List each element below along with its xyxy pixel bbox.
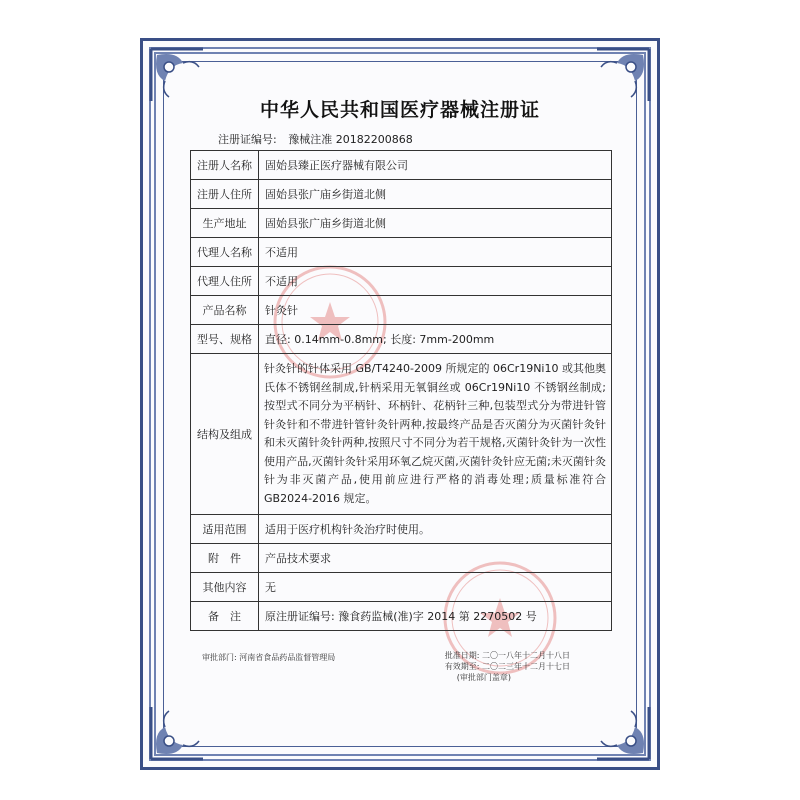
row-value: 适用于医疗机构针灸治疗时使用。 <box>259 515 612 544</box>
row-label: 备 注 <box>191 602 259 631</box>
table-row <box>191 151 612 180</box>
row-label: 代理人名称 <box>191 238 259 267</box>
table-row <box>191 573 612 602</box>
row-value: 针灸针 <box>259 296 612 325</box>
row-value: 产品技术要求 <box>259 544 612 573</box>
issuing-authority: 审批部门: 河南省食品药品监督管理局 <box>202 653 336 662</box>
row-value: 原注册证编号: 豫食药监械(准)字 2014 第 2270502 号 <box>259 602 612 631</box>
approval-date: 批准日期: 二〇一八年十二月十八日 <box>444 651 570 660</box>
row-value: 直径: 0.14mm-0.8mm; 长度: 7mm-200mm <box>259 325 612 354</box>
row-value: 固始县张广庙乡街道北侧 <box>259 180 612 209</box>
registration-number <box>218 131 413 147</box>
row-label: 型号、规格 <box>191 325 259 354</box>
row-value: 不适用 <box>259 238 612 267</box>
table-row <box>191 325 612 354</box>
row-label: 适用范围 <box>191 515 259 544</box>
registration-number-label: 注册证编号: <box>218 133 277 146</box>
structure-description: 针灸针的针体采用 GB/T4240-2009 所规定的 06Cr19Ni10 或其他奥氏体不锈钢丝制成,针柄采用无氧铜丝或 06Cr19Ni10 不锈钢丝制成;按型式不同分为平柄针、环柄针、花柄针三种,包装型式分为带进针管针灸针和不带进针管针灸针两种,按最终产品是否灭菌分为灭菌针灸针和未灭菌针灸针两种,按照尺寸不同分为若干规格,灭菌针灸针为一次性使用产品,灭菌针灸针采用环氧乙烷灭菌,灭菌针灸针应无菌;未灭菌针灸针为非灭菌产品,使用前应进行严格的消毒处理;质量标准符合 GB2024-2016 规定。 <box>259 354 612 515</box>
certificate-table <box>190 150 612 631</box>
row-value: 不适用 <box>259 267 612 296</box>
corner-ornament-icon <box>593 703 653 763</box>
row-label: 附 件 <box>191 544 259 573</box>
table-row <box>191 209 612 238</box>
approval-dates <box>445 650 570 683</box>
seal-note: (审批部门盖章) <box>456 673 511 682</box>
row-label: 生产地址 <box>191 209 259 238</box>
row-label: 注册人住所 <box>191 180 259 209</box>
row-label: 产品名称 <box>191 296 259 325</box>
valid-until-date: 有效期至: 二〇二三年十二月十七日 <box>444 662 570 671</box>
document-title: 中华人民共和国医疗器械注册证 <box>259 99 540 121</box>
corner-ornament-icon <box>147 703 207 763</box>
table-row <box>191 602 612 631</box>
table-row <box>191 354 612 515</box>
row-label: 结构及组成 <box>191 354 259 515</box>
row-label: 代理人住所 <box>191 267 259 296</box>
row-label: 其他内容 <box>191 573 259 602</box>
table-row <box>191 180 612 209</box>
row-value: 固始县臻正医疗器械有限公司 <box>259 151 612 180</box>
table-row <box>191 267 612 296</box>
table-row <box>191 238 612 267</box>
table-row <box>191 515 612 544</box>
table-row <box>191 296 612 325</box>
row-value: 固始县张广庙乡街道北侧 <box>259 209 612 238</box>
table-row <box>191 544 612 573</box>
registration-number-value: 豫械注准 20182200868 <box>288 133 413 146</box>
row-label: 注册人名称 <box>191 151 259 180</box>
row-value: 无 <box>259 573 612 602</box>
